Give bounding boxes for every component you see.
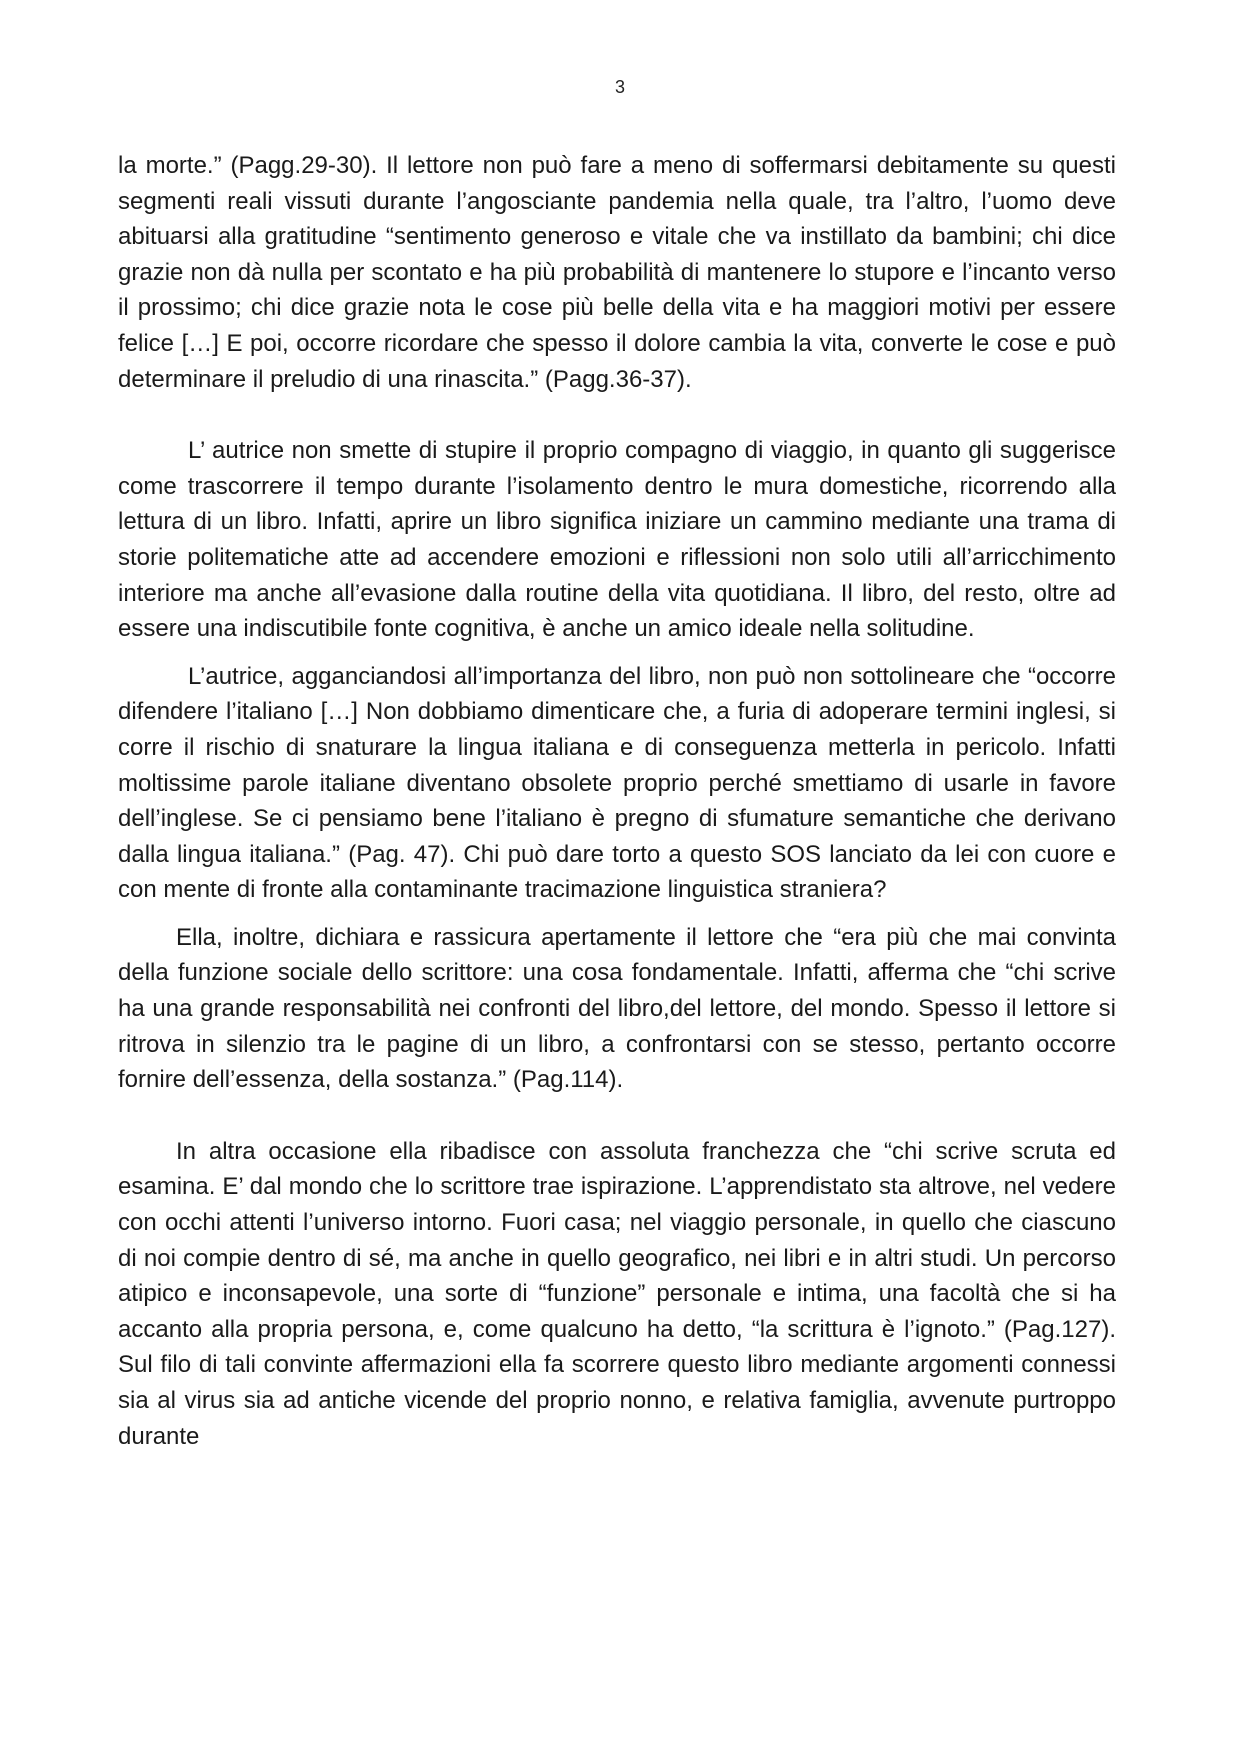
paragraph-3: L’autrice, agganciandosi all’importanza del libro, non può non sottolineare che “occorre difendere l’italiano […] Non dobbiamo dimenticare che, a furia di adoperare termini inglesi, si corre il rischio di snaturare la lingua italiana e di conseguenza metterla in pericolo. Infatti moltissime parole italiane diventano obsolete proprio perché smettiamo di usarle in favore dell’inglese. Se ci pensiamo bene l’italiano è pregno di sfumature semantiche che derivano dalla lingua italiana.” (Pag. 47). Chi può dare torto a questo SOS lanciato da lei con cuore e con mente di fronte alla contaminante tracimazione linguistica straniera?	[118, 662, 1116, 904]
paragraph-5: In altra occasione ella ribadisce con assoluta franchezza che “chi scrive scruta ed esamina. E’ dal mondo che lo scrittore trae ispirazione. L’apprendistato sta altrove, nel vedere con occhi attenti l’universo intorno. Fuori casa; nel viaggio personale, in quello che ciascuno di noi compie dentro di sé, ma anche in quello geografico, nei libri e in altri studi. Un percorso atipico e inconsapevole, una sorte di “funzione” personale e intima, una facoltà che si ha accanto alla propria persona, e, come qualcuno ha detto, “la scrittura è l’ignoto.” (Pag.127). Sul filo di tali convinte affermazioni ella fa scorrere questo libro mediante argomenti connessi sia al virus sia ad antiche vicende del proprio nonno, e relativa famiglia, avvenute purtroppo durante	[118, 1137, 1116, 1450]
page-number: 3	[614, 77, 625, 97]
paragraph-4: Ella, inoltre, dichiara e rassicura apertamente il lettore che “era più che mai convinta della funzione sociale dello scrittore: una cosa fondamentale. Infatti, afferma che “chi scrive ha una grande responsabilità nei confronti del libro,del lettore, del mondo. Spesso il lettore si ritrova in silenzio tra le pagine di un libro, a confrontarsi con se stesso, pertanto occorre fornire dell’essenza, della sostanza.” (Pag.114).	[118, 923, 1116, 1094]
body-text	[118, 148, 1116, 1454]
paragraph-1: la morte.” (Pagg.29-30). Il lettore non può fare a meno di soffermarsi debitamente su questi segmenti reali vissuti durante l’angosciante pandemia nella quale, tra l’altro, l’uomo deve abituarsi alla gratitudine “sentimento generoso e vitale che va instillato da bambini; chi dice grazie non dà nulla per scontato e ha più probabilità di mantenere lo stupore e l’incanto verso il prossimo; chi dice grazie nota le cose più belle della vita e ha maggiori motivi per essere felice […] E poi, occorre ricordare che spesso il dolore cambia la vita, converte le cose e può determinare il preludio di una rinascita.” (Pagg.36-37).	[118, 152, 1116, 393]
paragraph-2: L’ autrice non smette di stupire il proprio compagno di viaggio, in quanto gli suggerisce come trascorrere il tempo durante l’isolamento dentro le mura domestiche, ricorrendo alla lettura di un libro. Infatti, aprire un libro significa iniziare un cammino mediante una trama di storie politematiche atte ad accendere emozioni e riflessioni non solo utili all’arricchimento interiore ma anche all’evasione dalla routine della vita quotidiana. Il libro, del resto, oltre ad essere una indiscutibile fonte cognitiva, è anche un amico ideale nella solitudine.	[118, 437, 1116, 643]
